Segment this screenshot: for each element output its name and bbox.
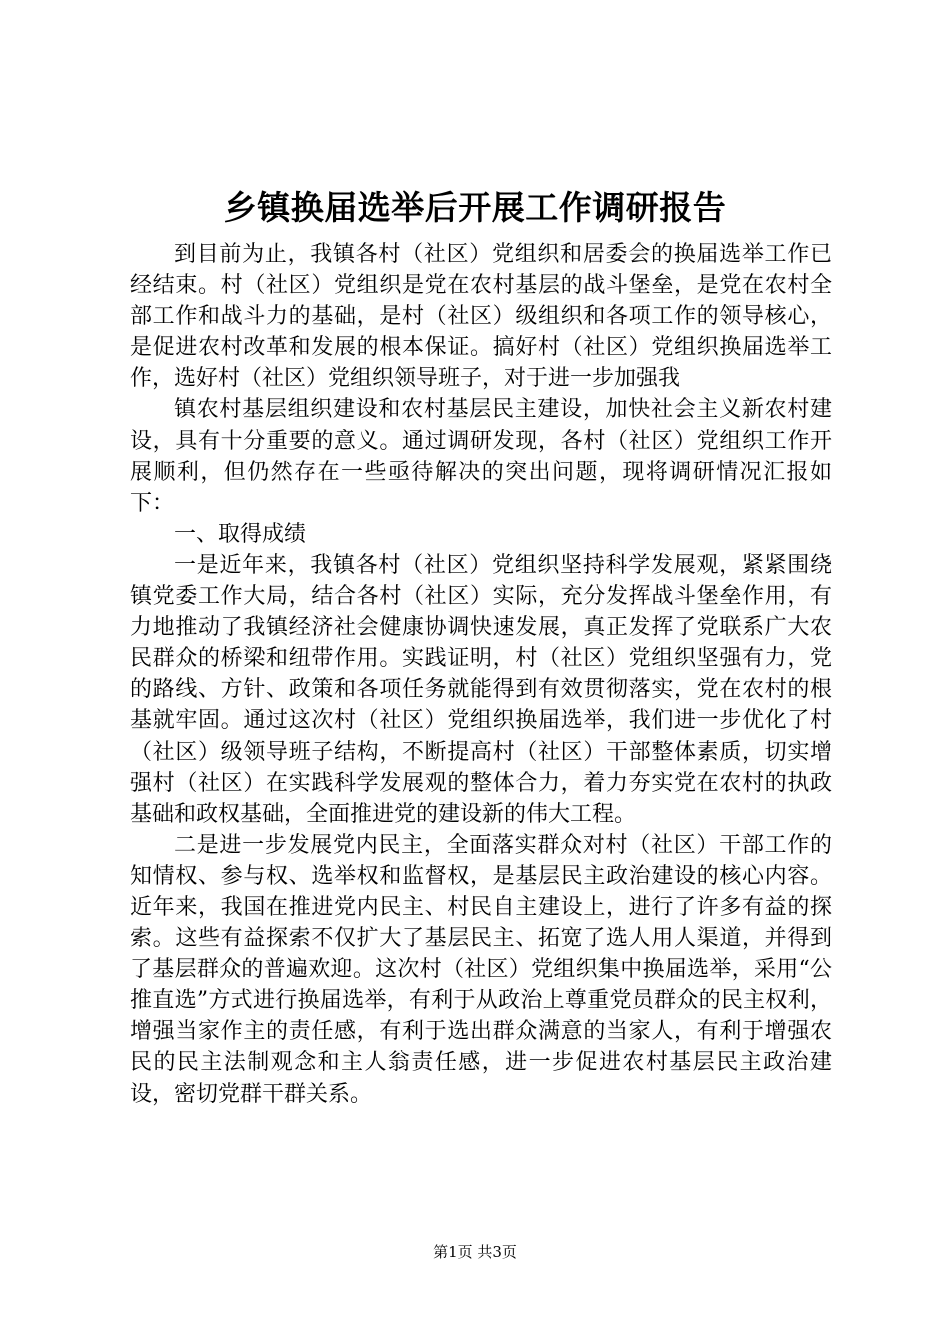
paragraph: 到目前为止，我镇各村（社区）党组织和居委会的换届选举工作已经结束。村（社区）党组织是党在农村基层的战斗堡垒，是党在农村全部工作和战斗力的基础，是村（社区）级组织和各项工作的领导核心，是促进农村改革和发展的根本保证。搞好村（社区）党组织换届选举工作，选好村（社区）党组织领导班子，对于进一步加强我 xyxy=(130,242,832,392)
section-heading: 一、取得成绩 xyxy=(174,521,307,547)
page-number-footer: 第1页 共3页 xyxy=(433,1243,517,1261)
document-body xyxy=(130,239,832,1110)
document-title: 乡镇换届选举后开展工作调研报告 xyxy=(223,188,727,227)
paragraph: 二是进一步发展党内民主，全面落实群众对村（社区）干部工作的知情权、参与权、选举权和监督权，是基层民主政治建设的核心内容。近年来，我国在推进党内民主、村民自主建设上，进行了许多有益的探索。这些有益探索不仅扩大了基层民主、拓宽了选人用人渠道，并得到了基层群众的普遍欢迎。这次村（社区）党组织集中换届选举，采用“公推直选”方式进行换届选举，有利于从政治上尊重党员群众的民主权利，增强当家作主的责任感，有利于选出群众满意的当家人，有利于增强农民的民主法制观念和主人翁责任感，进一步促进农村基层民主政治建设，密切党群干群关系。 xyxy=(130,832,832,1107)
paragraph: 一是近年来，我镇各村（社区）党组织坚持科学发展观，紧紧围绕镇党委工作大局，结合各村（社区）实际，充分发挥战斗堡垒作用，有力地推动了我镇经济社会健康协调快速发展，真正发挥了党联系广大农民群众的桥梁和纽带作用。实践证明，村（社区）党组织坚强有力，党的路线、方针、政策和各项任务就能得到有效贯彻落实，党在农村的根基就牢固。通过这次村（社区）党组织换届选举，我们进一步优化了村（社区）级领导班子结构，不断提高村（社区）干部整体素质，切实增强村（社区）在实践科学发展观的整体合力，着力夯实党在农村的执政基础和政权基础，全面推进党的建设新的伟大工程。 xyxy=(130,552,832,827)
paragraph: 镇农村基层组织建设和农村基层民主建设，加快社会主义新农村建设，具有十分重要的意义。通过调研发现，各村（社区）党组织工作开展顺利，但仍然存在一些亟待解决的突出问题，现将调研情况汇报如下： xyxy=(130,397,832,516)
